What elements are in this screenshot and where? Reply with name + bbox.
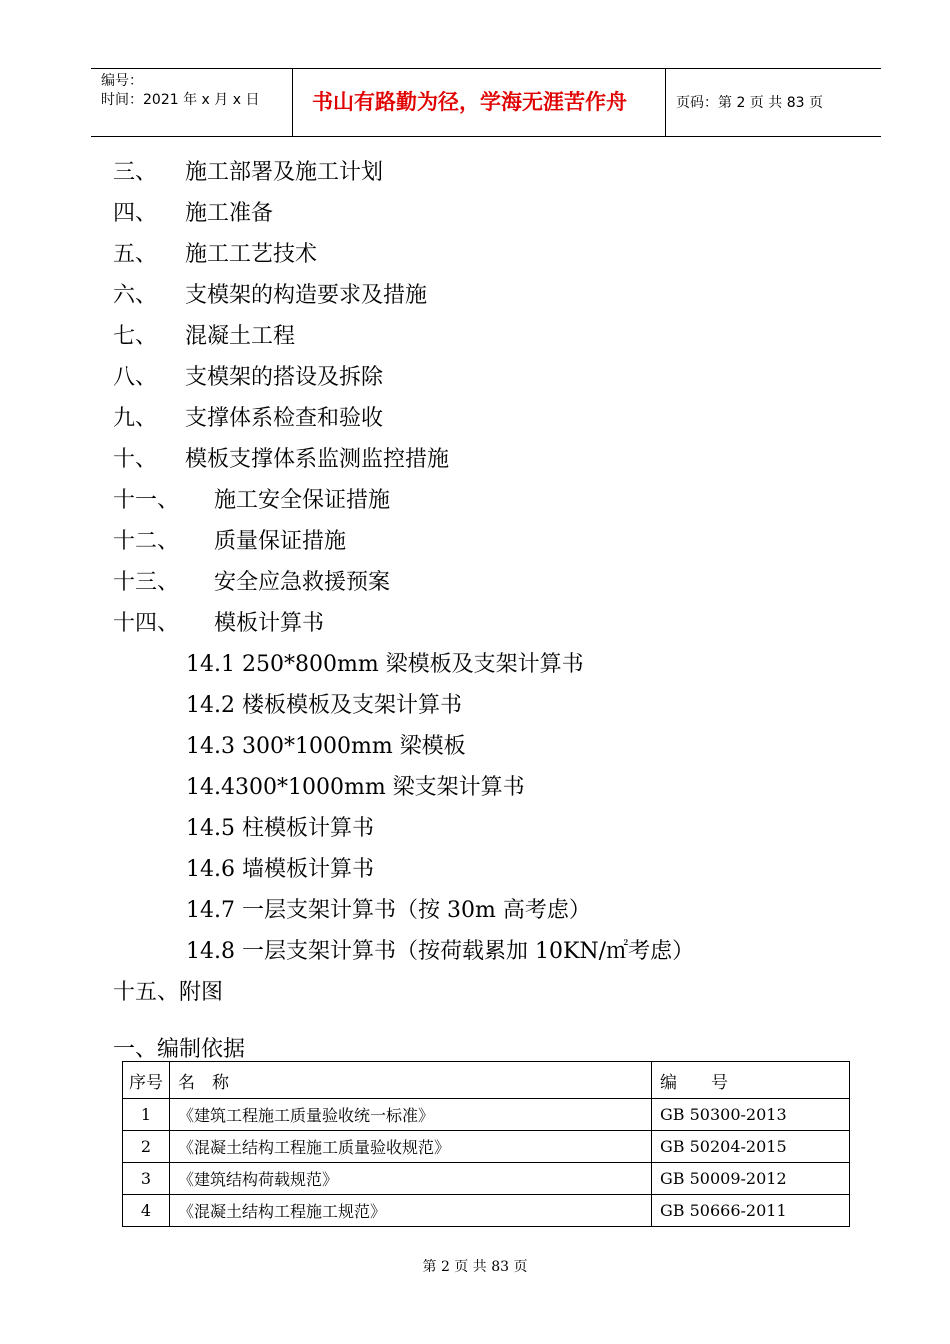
toc-item-number: 六、 [113, 283, 158, 308]
table-cell: GB 50009-2012 [652, 1163, 850, 1195]
table-row [123, 1195, 850, 1227]
table-cell: GB 50300-2013 [652, 1099, 850, 1131]
toc-item-text: 质量保证措施 [214, 529, 347, 554]
table-cell: 4 [123, 1195, 170, 1227]
toc-item-text: 安全应急救援预案 [214, 570, 391, 595]
toc-item-text: 混凝土工程 [185, 324, 296, 349]
toc-item-number: 十二、 [113, 529, 180, 554]
toc-item-number: 十三、 [113, 570, 180, 595]
toc-subitem: 14.2 楼板模板及支架计算书 [186, 693, 462, 718]
table-header-row [123, 1062, 850, 1099]
toc-item-text: 施工工艺技术 [185, 242, 318, 267]
header-bottom-rule [91, 136, 881, 137]
table-cell: GB 50666-2011 [652, 1195, 850, 1227]
header-top-rule [91, 68, 881, 69]
toc-item-text: 施工准备 [185, 201, 274, 226]
table-cell: 2 [123, 1131, 170, 1163]
header-divider-left [292, 68, 293, 136]
table-cell: GB 50204-2015 [652, 1131, 850, 1163]
header-time: 时间：2021 年 x 月 x 日 [101, 92, 260, 108]
toc-item-number: 十、 [113, 447, 158, 472]
toc-item-number: 八、 [113, 365, 158, 390]
toc-item-number: 十一、 [113, 488, 180, 513]
toc-subitem: 14.7 一层支架计算书（按 30m 高考虑） [186, 898, 591, 923]
toc-item-text: 施工安全保证措施 [214, 488, 391, 513]
table-cell: 《建筑工程施工质量验收统一标准》 [170, 1099, 652, 1131]
table-cell: 《混凝土结构工程施工质量验收规范》 [170, 1131, 652, 1163]
table-row [123, 1131, 850, 1163]
table-cell: 《混凝土结构工程施工规范》 [170, 1195, 652, 1227]
table-header-cell: 编 号 [652, 1062, 850, 1099]
toc-item-text: 模板支撑体系监测监控措施 [185, 447, 450, 472]
header-motto: 书山有路勤为径，学海无涯苦作舟 [312, 89, 627, 114]
table-cell: 《建筑结构荷载规范》 [170, 1163, 652, 1195]
table-cell: 1 [123, 1099, 170, 1131]
toc-item-number: 九、 [113, 406, 158, 431]
toc-item-number: 四、 [113, 201, 158, 226]
table-header-cell: 序号 [123, 1062, 170, 1099]
toc-item-last: 十五、附图 [113, 980, 224, 1005]
toc-item-text: 支模架的搭设及拆除 [185, 365, 384, 390]
toc-item-number: 十四、 [113, 611, 180, 636]
toc-subitem: 14.5 柱模板计算书 [186, 816, 374, 841]
toc-item-number: 三、 [113, 160, 158, 185]
table-header-cell: 名 称 [170, 1062, 652, 1099]
toc-item-text: 模板计算书 [214, 611, 325, 636]
toc-subitem: 14.4300*1000mm 梁支架计算书 [186, 775, 525, 800]
reference-table [122, 1061, 850, 1227]
table-cell: 3 [123, 1163, 170, 1195]
toc-subitem: 14.8 一层支架计算书（按荷载累加 10KN/㎡考虑） [186, 939, 695, 964]
table-row [123, 1099, 850, 1131]
toc-subitem: 14.3 300*1000mm 梁模板 [186, 734, 466, 759]
toc-item-text: 支模架的构造要求及措施 [185, 283, 428, 308]
table-row [123, 1163, 850, 1195]
toc-subitem: 14.1 250*800mm 梁模板及支架计算书 [186, 652, 584, 677]
toc-subitem: 14.6 墙模板计算书 [186, 857, 374, 882]
page-footer: 第 2 页 共 83 页 [422, 1259, 528, 1275]
toc-item-text: 施工部署及施工计划 [185, 160, 384, 185]
toc-item-text: 支撑体系检查和验收 [185, 406, 384, 431]
toc-item-number: 七、 [113, 324, 158, 349]
section-title: 一、编制依据 [113, 1037, 246, 1062]
toc-item-number: 五、 [113, 242, 158, 267]
header-divider-right [665, 68, 666, 136]
header-page-info: 页码：第 2 页 共 83 页 [676, 95, 823, 111]
header-code-label: 编号： [101, 73, 143, 89]
